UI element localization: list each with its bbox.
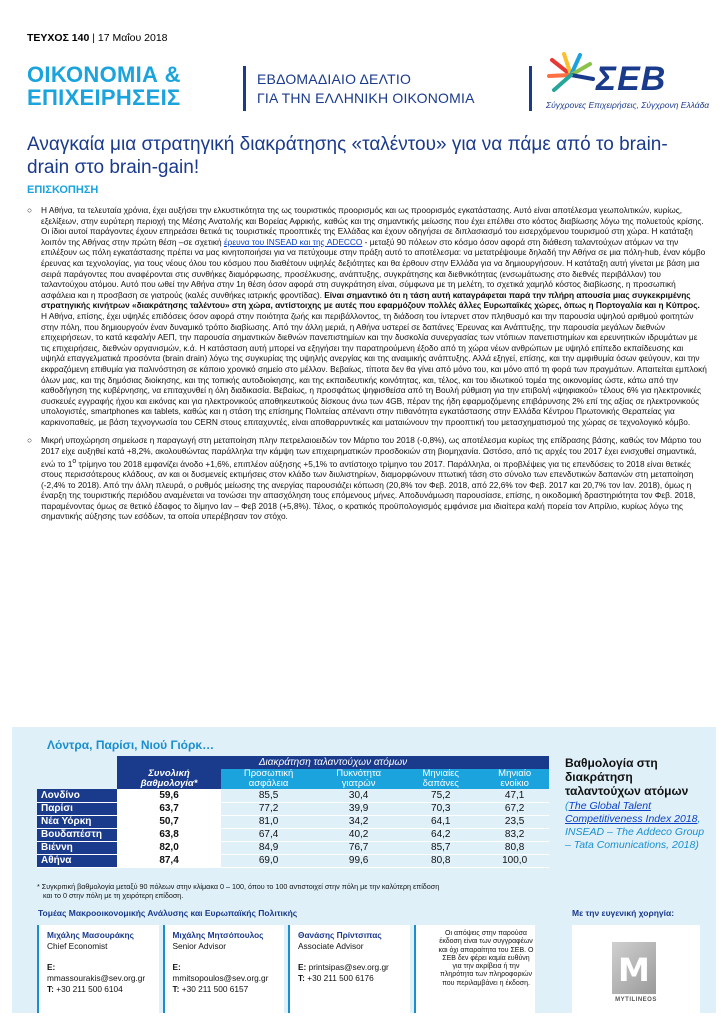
table-row <box>37 815 549 828</box>
table-row <box>37 789 549 802</box>
table-header-spacer <box>37 769 117 789</box>
issue-separator: | <box>89 32 98 44</box>
score-cell: 50,7 <box>117 815 221 828</box>
value-cell: 67,2 <box>480 802 549 815</box>
table-header-row <box>37 769 549 789</box>
city-cell: Βιέννη <box>37 841 117 854</box>
contact-phone: +30 211 500 6157 <box>181 984 249 994</box>
value-cell: 40,2 <box>316 828 401 841</box>
score-cell: 87,4 <box>117 854 221 867</box>
contact-role: Associate Advisor <box>298 941 364 951</box>
contact-email[interactable]: printsipas@sev.org.gr <box>308 962 389 972</box>
value-cell: 85,7 <box>401 841 480 854</box>
subtitle-line-1: ΕΒΔΟΜΑΔΙΑΙΟ ΔΕΛΤΙΟ <box>257 71 412 87</box>
header-divider-right <box>529 66 532 111</box>
email-label: E: <box>298 962 307 972</box>
value-cell: 100,0 <box>480 854 549 867</box>
contact-email-row <box>173 962 277 984</box>
value-cell: 84,9 <box>221 841 316 854</box>
table-caption: Διακράτηση ταλαντούχων ατόμων <box>117 756 549 769</box>
value-cell: 85,5 <box>221 789 316 802</box>
column-header-score: Συνολική βαθμολογία* <box>117 769 221 789</box>
contact-role: Senior Advisor <box>172 941 226 951</box>
score-cell: 63,8 <box>117 828 221 841</box>
bullet-icon: ○ <box>27 205 33 215</box>
mytilineos-logo-icon <box>612 942 656 994</box>
ordinal-superscript: ο <box>72 457 77 465</box>
table-side-title: Βαθμολογία στη διακράτηση ταλαντούχων ατόμων <box>565 756 689 798</box>
value-cell: 30,4 <box>316 789 401 802</box>
issue-line <box>27 32 168 44</box>
city-cell: Λονδίνο <box>37 789 117 802</box>
column-header-expenses: Μηνιαίες δαπάνες <box>401 769 480 789</box>
value-cell: 23,5 <box>480 815 549 828</box>
score-cell: 82,0 <box>117 841 221 854</box>
subtitle-line-2: ΓΙΑ ΤΗΝ ΕΛΛΗΝΙΚΗ ΟΙΚΟΝΟΜΙΑ <box>257 90 475 106</box>
value-cell: 99,6 <box>316 854 401 867</box>
panel-title: Λόντρα, Παρίσι, Νιού Γιόρκ… <box>47 738 215 752</box>
value-cell: 39,9 <box>316 802 401 815</box>
talent-table <box>37 756 549 868</box>
value-cell: 75,2 <box>401 789 480 802</box>
contact-phone: +30 211 500 6104 <box>56 984 123 994</box>
score-cell: 59,6 <box>117 789 221 802</box>
paragraph-1-text-c: Η Αθήνα, επίσης, έχει υψηλές επιδόσεις όσον αφορά στην ποιότητα ζωής και περιβάλλοντος, τη διάδοση του ίντερνετ στον πληθυσμό και την παρουσία υψηλού αριθμού φοιτητών στην πόλη, που δημιουργούν έναν δυναμικό τρόπο διαβίωσης. Από την άλλη μεριά, η Αθήνα υστερεί σε δαπάνες Έρευνας και Ανάπτυξης, την παρουσία μεγάλων διεθνών επιχειρήσεων, το κατά κεφαλήν ΑΕΠ, την παρουσία σημαντικών διεθνών πανεπιστημίων και την δυσκολία συνεργασίας των ντόπιων πανεπιστημίων και ερευνητικών ιδρυμάτων με τις επιχειρήσεις, διεθνών οργανισμών, κ.ά. Η κατάσταση αυτή μπορεί να εξηγήσει την παρατηρούμενη έξοδο από τη χώρα νέων ανθρώπων με υψηλό επίπεδο εκπαίδευσης και υψηλά επαγγελματικά προσόντα (brain drain) λόγω της συγκυρίας της υψηλής ανεργίας και της αναιμικής ανάπτυξης. Αλλά εξηγεί, επίσης, και την αμφιθυμία όσων φεύγουν, και την εκφραζόμενη επιθυμία για παλινόστηση σε κάποιο χρονικό σημείο στο μέλλον. Βεβαίως, τίποτα δεν θα γίνει από μόνο του, και μόνο από τη φορά των πραγμάτων. Απαιτείται εμπλοκή όλων μας, και της δημόσιας διοίκησης, και της τοπικής αυτοδιοίκησης, και της εκπαιδευτικής κοινότητας, και, τέλος, και του ιδιωτικού τομέα της οικονομίας ώστε, κάτω από την καθοδήγηση της κυβέρνησης, να επιταχυνθεί η όλη διαδικασία. Βεβαίως, η προσφάτως ψηφισθείσα από τη Βουλή ρύθμιση για την επιβολή «ψηφιακού» τέλους 6% για ηλεκτρονικές συσκευές εγγραφής ήχου και εικόνας και για ηλεκτρονικούς αποθηκευτικούς δίσκους άνω των 4GB, πέραν της ήδη εφαρμοζόμενης επιβάρυνσης 2% επί της αξίας σε ηλεκτρονικούς υπολογιστές, smartphones και tablets, καθώς και η στάση της επίσημης Πολιτείας απέναντι στην πιθανότητα εγκατάστασης στην Ελλάδα Κέντρου Πρωτονικής Θεραπείας για καρκινοπαθείς, με βάση τεχνογνωσία του CERN στους επιταχυντές, είναι αποθαρρυντικές και ματαιώνουν την προοπτική του μετασχηματισμού της χώρας σε τεχνολογικό κόμβο. <box>41 310 707 427</box>
column-header-doctors: Πυκνότητα γιατρών <box>316 769 401 789</box>
contact-email-row <box>298 962 402 973</box>
contact-email[interactable]: mmassourakis@sev.org.gr <box>47 973 146 983</box>
contact-role: Chief Economist <box>47 941 108 951</box>
source-open-paren: ( <box>565 800 569 812</box>
value-cell: 80,8 <box>480 841 549 854</box>
value-cell: 34,2 <box>316 815 401 828</box>
sponsor-logo-letter: M <box>618 951 650 989</box>
email-label: E: <box>47 962 56 972</box>
footnote-line-2: και το 0 στην πόλη με τη χειρότερη επίδοση. <box>43 891 184 900</box>
contact-phone-row <box>173 984 277 995</box>
sev-logo-mark-icon <box>546 52 596 98</box>
contact-email-row <box>47 962 151 984</box>
table-footnote <box>37 882 677 900</box>
department-title: Τομέας Μακροοικονομικής Ανάλυσης και Ευρωπαϊκής Πολιτικής <box>38 908 298 918</box>
value-cell: 67,4 <box>221 828 316 841</box>
value-cell: 64,1 <box>401 815 480 828</box>
brand-line-1: ΟΙΚΟΝΟΜΙΑ & <box>27 62 181 87</box>
table-caption-row <box>37 756 549 769</box>
value-cell: 70,3 <box>401 802 480 815</box>
column-header-safety: Προσωπική ασφάλεια <box>221 769 316 789</box>
table-row <box>37 828 549 841</box>
value-cell: 47,1 <box>480 789 549 802</box>
contact-card <box>163 925 285 1013</box>
table-row <box>37 854 549 867</box>
newsletter-subtitle <box>257 70 475 108</box>
contact-email[interactable]: mmitsopoulos@sev.org.gr <box>172 973 269 983</box>
value-cell: 81,0 <box>221 815 316 828</box>
contact-card <box>288 925 410 1013</box>
issue-date: 17 Μαΐου 2018 <box>97 32 168 44</box>
newsletter-brand <box>27 63 181 109</box>
value-cell: 80,8 <box>401 854 480 867</box>
gtci-link[interactable]: The Global Talent Competitiveness Index 2018 <box>565 800 698 825</box>
sponsor-box <box>572 925 700 1013</box>
city-cell: Βουδαπέστη <box>37 828 117 841</box>
paragraph-2 <box>27 435 707 522</box>
contact-phone-row <box>47 984 151 995</box>
contact-phone: +30 211 500 6176 <box>307 973 374 983</box>
table-row <box>37 802 549 815</box>
sponsor-name: MYTILINEOS <box>615 997 657 1003</box>
footnote-line-1: * Συγκριτική βαθμολογία μεταξύ 90 πόλεων στην κλίμακα 0 – 100, όπου το 100 αντιστοιχεί στην πόλη με την καλύτερη επίδοση <box>37 882 440 891</box>
table-row <box>37 841 549 854</box>
table-caption-spacer <box>37 756 117 769</box>
column-header-rent: Μηνιαίο ενοίκιο <box>480 769 549 789</box>
paragraph-1-text-a: Η Αθήνα, τα τελευταία χρόνια, έχει αυξήσει την ελκυστικότητα της ως τουριστικός προορισμός και ως προορισμός εγκατάστασης. Αυτό είναι αποτέλεσμα γεωπολιτικών, κυρίως, εξελίξεων, στην ευρύτερη περιοχή της Μέσης Ανατολής και Βορείας Αφρικής, καθώς και της σημαντικής μείωσης που έχει επέλθει στο κόστος διαβίωσης λόγω της πολυετούς κρίσης. Οι ίδιοι αυτοί παράγοντες έχουν επηρεάσει θετικά τις τουριστικές προοπτικές της Ελλάδας και έχουν οδηγήσει σε διπλασιασμό του εισερχόμενου τουρισμού στη χώρα. Η κατάταξη λοιπόν της Αθήνας στην πρώτη θέση –σε σχετική <box>41 205 704 247</box>
research-link[interactable]: έρευνα του INSEAD και της ADECCO <box>223 236 363 247</box>
sev-logo <box>546 52 710 116</box>
bullet-icon: ○ <box>27 435 33 446</box>
value-cell: 83,2 <box>480 828 549 841</box>
page-title: Αναγκαία μια στρατηγική διακράτησης «ταλέντου» για να πάμε από το brain-drain στο brain-gain! <box>27 134 668 178</box>
phone-label: T: <box>47 984 54 994</box>
email-label: E: <box>172 962 181 972</box>
logo-wordmark: ΣΕΒ <box>596 60 667 98</box>
issue-number: ΤΕΥΧΟΣ 140 <box>27 32 90 44</box>
paragraph-1-text-b: - μεταξύ 90 πόλεων στο κόσμο όσον αφορά στη διάθεση ταλαντούχων ατόμων να την επιλέξουν ως πόλη εγκατάστασης πρέπει να μας κινητοποιήσει για να πετύχουμε στην πράξη αυτό το αποτέλεσμα: να μετατρέψουμε δηλαδή την Αθήνα σε μια πόλη-hub, έναν κόμβο έρευνας και τεχνολογίας, για τους νέους όλου του κόσμου που διαθέτουν υψηλές δεξιότητες και θα έρθουν στην Ελλάδα για να δημιουργήσουν. Η κατάταξη αυτή γίνεται με βάση μια σειρά παράγοντες που αναφέρονται στις συνθήκες διαμόρφωσης, προσέλκυσης, ανάπτυξης, συγκράτησης και διεθνικότητας (ενσωμάτωσης στο διεθνές περιβάλλον) του ταλαντούχου ατόμου. Αυτό που ωθεί την Αθήνα στην 1η θέση όσον αφορά στη συγκράτηση είναι, σύμφωνα με τη μελέτη, το σχετικά χαμηλό κόστος διαβίωσης, η προσωπική ασφάλεια και η προσβαση σε γιατρούς (καλές συνθήκες ιατρικής φροντίδας). <box>41 236 706 300</box>
paragraph-2-text-b: τρίμηνο του 2018 εμφανίζει άνοδο +1,6%, επιπλέον αύξησης +5,1% το αντίστοιχο τρίμηνο του 2017. Παράλληλα, οι προβλέψεις για τις επενδύσεις το 2018 είναι θετικές στους περισσότερους κλάδους, αν και οι δυσμενείς εκτιμήσεις στον κλάδο των διυλιστηρίων, διαμορφώνουν πτωτική τάση στο σύνολο των επενδυτικών δαπανών στη μεταποίηση (-2,4% το 2018). Από την άλλη πλευρά, ο ρυθμός μείωσης της ανεργίας παρουσιάζει κόπωση (20,8% τον Φεβ. 2018, από 22,6% τον Φεβ. 2017 και 20,7% τον Ιαν. 2018), όμως η έναρξη της τουριστικής περιόδου αναμένεται να τονώσει την απασχόληση τους επόμενους μήνες. Αποδυνάμωση παρουσίασε, επίσης, η οικοδομική δραστηριότητα τον Φεβ. 2018, παραμένοντας όμως σε θετικό έδαφος το δίμηνο Ιαν – Φεβ 2018 (+5,8%). Τέλος, ο κρατικός προϋπολογισμός εμφάνισε μια ιδιαίτερα καλή πορεία τον Απρίλιο, κυρίως λόγω της σημαντικής αύξησης των εσόδων, τα οποία υπερέβησαν τον στόχο. <box>41 458 696 522</box>
article-body <box>27 205 707 530</box>
value-cell: 76,7 <box>316 841 401 854</box>
value-cell: 77,2 <box>221 802 316 815</box>
value-cell: 69,0 <box>221 854 316 867</box>
contact-name: Θανάσης Πρίντσιπας <box>298 930 382 940</box>
city-cell: Αθήνα <box>37 854 117 867</box>
header-divider-left <box>243 66 246 111</box>
paragraph-2-text-a: Μικρή υποχώρηση σημείωσε η παραγωγή στη μεταποίηση πλην πετρελαιοειδών τον Μάρτιο του 2018 (-0,8%), ως αποτέλεσμα κυρίως της επίδρασης βάσης, καθώς τον Μάρτιο του 2017 είχε αυξηθεί κατά +8,2%, ακολουθώντας παράλληλα την κάμψη των επιχειρηματικών προσδοκιών στη βιομηχανία. Ωστόσο, από τις αρχές του 2017 έχει ενισχυθεί σημαντικά, ενώ το 1 <box>41 435 702 469</box>
logo-tagline: Σύγχρονες Επιχειρήσεις, Σύγχρονη Ελλάδα <box>546 100 710 110</box>
contact-name: Μιχάλης Μασουράκης <box>47 930 134 940</box>
city-cell: Παρίσι <box>37 802 117 815</box>
section-title: ΕΠΙΣΚΟΠΗΣΗ <box>27 184 99 196</box>
sponsor-label: Με την ευγενική χορηγία: <box>572 908 675 918</box>
score-cell: 63,7 <box>117 802 221 815</box>
paragraph-1 <box>27 205 707 427</box>
disclaimer-text: Οι απόψεις στην παρούσα έκδοση είναι των συγγραφέων και όχι απαραίτητα του ΣΕΒ. Ο ΣΕΒ δεν φέρει καμία ευθύνη για την ακρίβεια ή την πληρότητα των πληροφοριών που περιλαμβάνει η έκδοση. <box>438 930 534 987</box>
brand-line-2: ΕΠΙΧΕΙΡΗΣΕΙΣ <box>27 85 181 110</box>
value-cell: 64,2 <box>401 828 480 841</box>
contact-name: Μιχάλης Μητσόπουλος <box>172 930 264 940</box>
contact-card <box>37 925 159 1013</box>
paragraph-1-emphasis: Είναι σημαντικό ότι η τάση αυτή καταγράφεται παρά την πλήρη απουσία μιας συγκεκριμένης στρατηγικής κινήτρων «διακράτησης ταλέντου» στη χώρα, αντίστοιχης με αυτές που εφαρμόζουν πολλές άλλες Ευρωπαϊκές χώρες, όπως η Πορτογαλία και η Κύπρος. <box>41 289 700 311</box>
contact-phone-row <box>298 973 402 984</box>
phone-label: T: <box>298 973 305 983</box>
source-rest: , INSEAD – The Addeco Group – Tata Comunications, 2018) <box>565 813 705 851</box>
phone-label: T: <box>172 984 180 994</box>
table-source-note <box>565 800 710 852</box>
city-cell: Νέα Υόρκη <box>37 815 117 828</box>
